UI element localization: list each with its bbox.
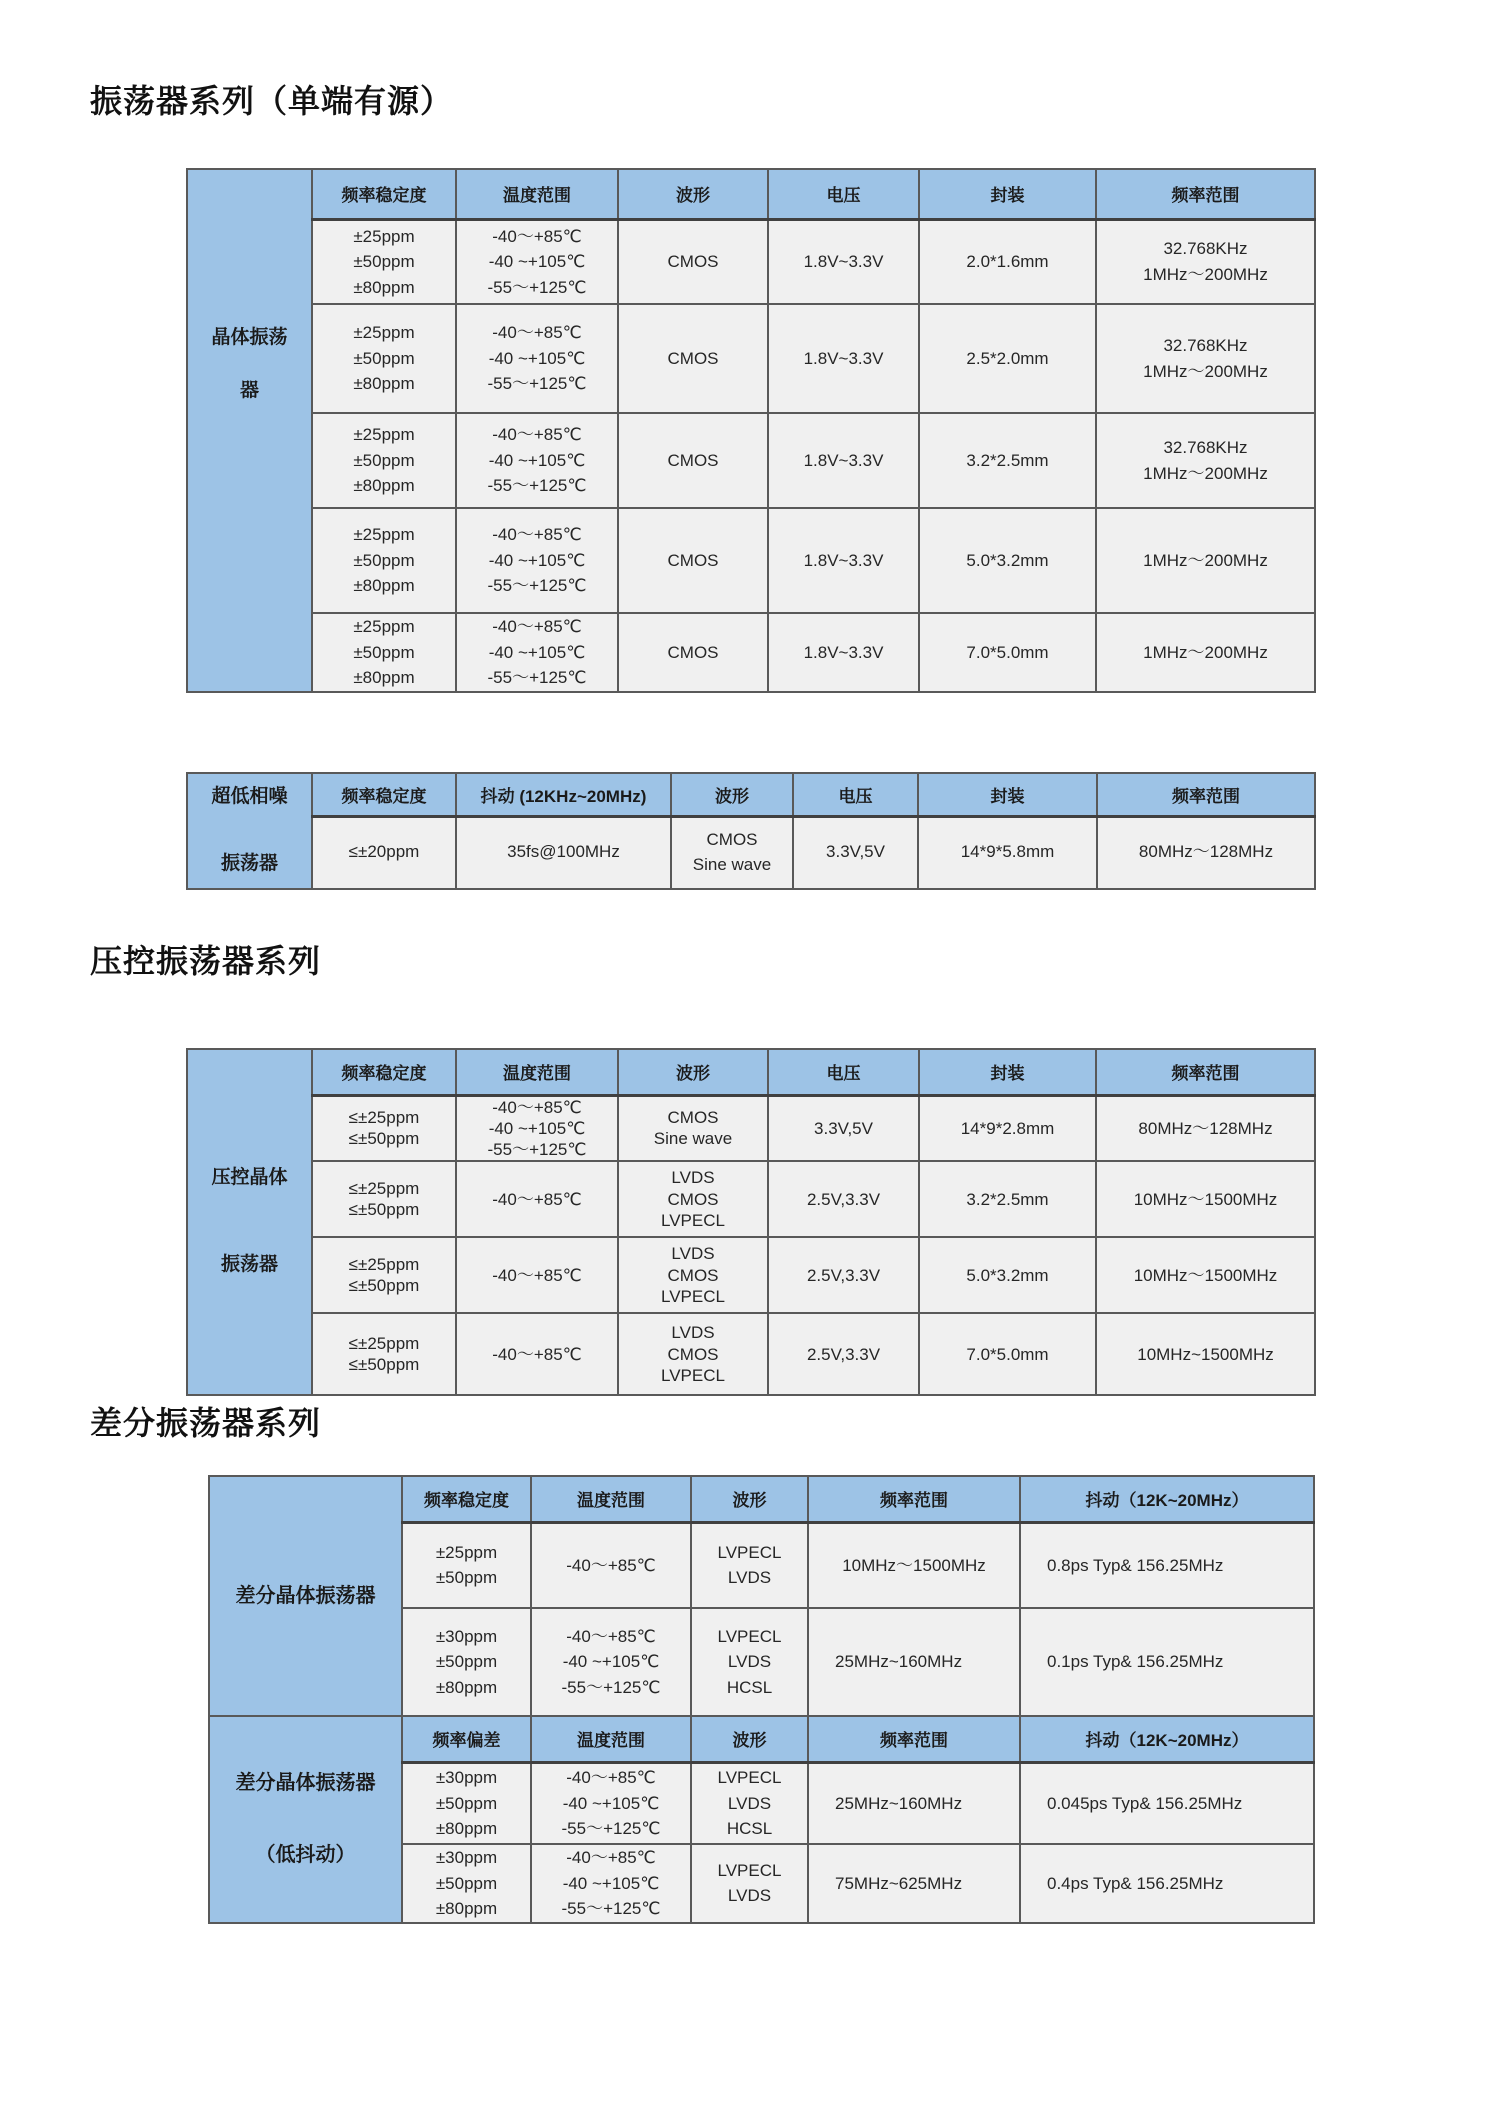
table-cell [1096, 219, 1315, 304]
cell-line: 10MHz～1500MHz [1133, 1189, 1278, 1209]
column-header: 频率偏差 [402, 1716, 531, 1762]
row-group-label [209, 1476, 402, 1716]
cell-line: 0.045ps Typ& 156.25MHz [1047, 1793, 1243, 1813]
cell-line: 75MHz~625MHz [835, 1873, 963, 1893]
table-cell [793, 816, 918, 889]
cell-line: -55～+125℃ [561, 1899, 661, 1918]
row-group-label-line: 差分晶体振荡器 [235, 1772, 376, 1795]
table-cell [312, 508, 456, 613]
cell-line: -40 ~+105℃ [488, 1118, 586, 1138]
cell-line: -40 ~+105℃ [488, 450, 586, 470]
cell-line: -40 ~+105℃ [488, 252, 586, 271]
table-cell [919, 613, 1096, 692]
column-header: 封装 [919, 1049, 1096, 1095]
table-cell [456, 816, 671, 889]
table-cell [456, 1313, 618, 1395]
cell-line: 5.0*3.2mm [966, 1265, 1049, 1285]
cell-line: LVPECL [717, 1626, 782, 1646]
cell-line: ≤±25ppm [348, 1179, 420, 1198]
table-cell [768, 1095, 919, 1161]
column-header: 波形 [618, 1049, 768, 1095]
table-cell [456, 508, 618, 613]
cell-line: 1.8V~3.3V [803, 642, 884, 662]
table-cell [768, 1313, 919, 1395]
cell-line: -40 ~+105℃ [488, 348, 586, 368]
table-cell [618, 1313, 768, 1395]
cell-line: LVDS [671, 1244, 715, 1264]
cell-line: -40 ~+105℃ [562, 1873, 660, 1893]
cell-line: ±25ppm [353, 425, 415, 445]
cell-line: ≤±50ppm [348, 1129, 420, 1149]
column-header: 抖动 (12KHz~20MHz) [456, 773, 671, 816]
cell-line: 1MHz～200MHz [1143, 642, 1268, 662]
cell-line: 80MHz～128MHz [1138, 842, 1274, 862]
table-row [187, 508, 1315, 613]
cell-line: 0.4ps Typ& 156.25MHz [1047, 1873, 1224, 1893]
cell-line: LVPECL [661, 1365, 725, 1385]
table-row [187, 1095, 1315, 1161]
cell-line: 3.3V,5V [826, 842, 885, 862]
cell-line: ±80ppm [353, 476, 415, 496]
cell-line: -55～+125℃ [487, 1140, 587, 1159]
cell-line: ±25ppm [353, 617, 415, 636]
cell-line: -40～+85℃ [492, 1265, 582, 1285]
table-cell [312, 1095, 456, 1161]
table-cell [691, 1608, 808, 1716]
cell-line: ±80ppm [353, 374, 415, 394]
table-cell [312, 219, 456, 304]
column-header: 频率稳定度 [312, 773, 456, 816]
table-cell [691, 1762, 808, 1844]
column-header: 抖动（12K~20MHz） [1020, 1476, 1314, 1522]
cell-line: ±50ppm [353, 348, 415, 368]
cell-line: CMOS [667, 550, 719, 570]
column-header: 波形 [691, 1476, 808, 1522]
cell-line: HCSL [726, 1819, 773, 1838]
cell-line: LVDS [671, 1168, 715, 1188]
cell-line: 1MHz～200MHz [1143, 361, 1268, 381]
column-header: 频率范围 [808, 1476, 1020, 1522]
cell-line: 7.0*5.0mm [966, 1344, 1049, 1364]
spec-table-ultra-low-phase-noise [186, 772, 1316, 890]
table-row [187, 1161, 1315, 1237]
table-cell [919, 1313, 1096, 1395]
column-header: 频率范围 [1096, 169, 1315, 219]
column-header: 电压 [768, 1049, 919, 1095]
table-row [187, 1313, 1315, 1395]
cell-line: ±25ppm [353, 525, 415, 545]
row-group-label-line: 压控晶体 [211, 1167, 288, 1189]
row-group-label [209, 1716, 402, 1923]
table-row [187, 1237, 1315, 1313]
table-cell [312, 1161, 456, 1237]
table-cell [456, 219, 618, 304]
column-header: 频率范围 [808, 1716, 1020, 1762]
table-cell [919, 413, 1096, 508]
table-cell [919, 219, 1096, 304]
cell-line: 10MHz～1500MHz [842, 1555, 986, 1575]
table-cell [1096, 1161, 1315, 1237]
table-cell [1096, 508, 1315, 613]
cell-line: -40～+85℃ [492, 525, 582, 545]
table-cell [691, 1522, 808, 1608]
table-cell [456, 1237, 618, 1313]
cell-line: 32.768KHz [1163, 336, 1248, 355]
cell-line: -55～+125℃ [487, 374, 587, 394]
cell-line: CMOS [667, 348, 719, 368]
cell-line: -40～+85℃ [492, 1189, 582, 1209]
cell-line: CMOS [706, 830, 758, 850]
cell-line: 1MHz～200MHz [1143, 463, 1268, 483]
cell-line: LVDS [727, 1886, 772, 1906]
cell-line: -40～+85℃ [566, 1768, 656, 1787]
cell-line: -40～+85℃ [566, 1555, 656, 1575]
table-cell [1020, 1844, 1314, 1923]
cell-line: 3.3V,5V [814, 1118, 873, 1138]
cell-line: LVPECL [717, 1860, 782, 1880]
table-cell [531, 1608, 691, 1716]
cell-line: 2.0*1.6mm [966, 252, 1049, 271]
cell-line: ≤±25ppm [348, 1334, 420, 1353]
section-title-oscillator: 振荡器系列（单端有源） [90, 83, 454, 119]
cell-line: CMOS [667, 1344, 719, 1364]
table-cell [1020, 1608, 1314, 1716]
cell-line: -55～+125℃ [487, 576, 587, 596]
row-group-label-line: 差分晶体振荡器 [235, 1585, 376, 1607]
cell-line: -40～+85℃ [566, 1626, 656, 1646]
column-header: 温度范围 [456, 169, 618, 219]
cell-line: ±80ppm [435, 1899, 498, 1918]
column-header: 电压 [768, 169, 919, 219]
table-cell [768, 1237, 919, 1313]
cell-line: LVDS [671, 1323, 715, 1343]
column-header: 波形 [691, 1716, 808, 1762]
cell-line: -40～+85℃ [492, 1344, 582, 1364]
cell-line: 3.2*2.5mm [966, 1189, 1049, 1209]
cell-line: CMOS [667, 642, 719, 662]
cell-line: -40 ~+105℃ [562, 1652, 660, 1672]
table-cell [618, 613, 768, 692]
column-header: 温度范围 [456, 1049, 618, 1095]
row-group-label-line: 晶体振荡 [211, 327, 288, 349]
spec-table-differential-a [208, 1475, 1315, 1717]
table-cell [618, 1161, 768, 1237]
cell-line: LVPECL [717, 1768, 782, 1787]
cell-line: -40～+85℃ [492, 1097, 582, 1117]
cell-line: 10MHz~1500MHz [1137, 1344, 1274, 1364]
table-cell [1096, 413, 1315, 508]
column-header: 抖动（12K~20MHz） [1020, 1716, 1314, 1762]
cell-line: 1MHz～200MHz [1143, 264, 1268, 284]
table-cell [808, 1522, 1020, 1608]
table-cell [312, 304, 456, 413]
row-group-label-line: 器 [239, 380, 259, 402]
table-cell [312, 613, 456, 692]
table-cell [808, 1844, 1020, 1923]
table-cell [918, 816, 1097, 889]
table-cell [1096, 304, 1315, 413]
cell-line: -40～+85℃ [492, 425, 582, 445]
cell-line: LVPECL [661, 1286, 725, 1306]
column-header: 温度范围 [531, 1476, 691, 1522]
column-header: 频率稳定度 [402, 1476, 531, 1522]
cell-line: 2.5V,3.3V [806, 1265, 881, 1285]
table-cell [768, 1161, 919, 1237]
spec-table-vcxo [186, 1048, 1316, 1396]
cell-line: CMOS [667, 252, 719, 271]
cell-line: ±80ppm [353, 576, 415, 596]
cell-line: -40 ~+105℃ [488, 642, 586, 662]
cell-line: -40 ~+105℃ [488, 550, 586, 570]
column-header: 封装 [919, 169, 1096, 219]
column-header: 波形 [671, 773, 793, 816]
cell-line: CMOS [667, 1189, 719, 1209]
table-cell [531, 1762, 691, 1844]
cell-line: 5.0*3.2mm [966, 550, 1049, 570]
cell-line: -40～+85℃ [566, 1848, 656, 1867]
table-cell [456, 304, 618, 413]
cell-line: 2.5*2.0mm [966, 348, 1049, 368]
table-cell [402, 1844, 531, 1923]
table-cell [1020, 1522, 1314, 1608]
cell-line: -55～+125℃ [487, 476, 587, 496]
table-cell [919, 1095, 1096, 1161]
cell-line: ≤±20ppm [348, 842, 420, 862]
cell-line: ±50ppm [353, 252, 415, 271]
cell-line: 25MHz~160MHz [835, 1793, 963, 1813]
cell-line: -40 ~+105℃ [562, 1793, 660, 1813]
cell-line: 0.8ps Typ& 156.25MHz [1047, 1555, 1224, 1575]
table-cell [618, 1237, 768, 1313]
table-cell [768, 304, 919, 413]
table-cell [618, 508, 768, 613]
row-group-label-line: 振荡器 [220, 853, 278, 875]
cell-line: 7.0*5.0mm [966, 642, 1049, 662]
cell-line: LVDS [727, 1652, 772, 1672]
table-cell [919, 1161, 1096, 1237]
cell-line: 1.8V~3.3V [803, 450, 884, 470]
cell-line: 0.1ps Typ& 156.25MHz [1047, 1652, 1224, 1672]
cell-line: ±50ppm [353, 550, 415, 570]
cell-line: -40～+85℃ [492, 226, 582, 246]
cell-line: ±30ppm [435, 1768, 498, 1787]
cell-line: ±80ppm [353, 277, 415, 297]
table-cell [456, 613, 618, 692]
table-cell [919, 508, 1096, 613]
cell-line: -40～+85℃ [492, 323, 582, 343]
table-cell [768, 219, 919, 304]
table-cell [402, 1762, 531, 1844]
cell-line: CMOS [667, 450, 719, 470]
spec-table-differential-b [208, 1715, 1315, 1924]
column-header: 频率范围 [1097, 773, 1315, 816]
table-cell [618, 1095, 768, 1161]
cell-line: 2.5V,3.3V [806, 1189, 881, 1209]
table-cell [1096, 1313, 1315, 1395]
table-cell [808, 1608, 1020, 1716]
cell-line: 80MHz～128MHz [1138, 1118, 1273, 1138]
cell-line: ±50ppm [353, 450, 415, 470]
cell-line: 10MHz～1500MHz [1133, 1265, 1278, 1285]
cell-line: ≤±25ppm [348, 1108, 420, 1128]
cell-line: HCSL [726, 1677, 773, 1697]
table-cell [1097, 816, 1315, 889]
cell-line: ±25ppm [353, 323, 415, 343]
column-header: 频率范围 [1096, 1049, 1315, 1095]
cell-line: 25MHz~160MHz [835, 1652, 963, 1672]
cell-line: ±25ppm [353, 226, 415, 246]
table-cell [456, 1161, 618, 1237]
cell-line: ±50ppm [435, 1793, 498, 1813]
row-group-label-line: （低抖动） [255, 1844, 356, 1867]
table-cell [312, 413, 456, 508]
cell-line: -55～+125℃ [561, 1677, 661, 1697]
cell-line: ≤±50ppm [348, 1276, 420, 1296]
cell-line: ±50ppm [435, 1568, 498, 1588]
table-cell [1096, 613, 1315, 692]
row-group-label [187, 169, 312, 692]
cell-line: ±25ppm [435, 1542, 498, 1562]
cell-line: LVDS [727, 1568, 772, 1588]
table-cell [402, 1608, 531, 1716]
cell-line: LVPECL [717, 1542, 782, 1562]
table-cell [531, 1522, 691, 1608]
table-row [187, 304, 1315, 413]
cell-line: ≤±25ppm [348, 1255, 420, 1274]
cell-line: -55～+125℃ [561, 1819, 661, 1838]
cell-line: 1.8V~3.3V [803, 348, 884, 368]
table-cell [1096, 1237, 1315, 1313]
row-group-label [187, 1049, 312, 1395]
table-cell [919, 1237, 1096, 1313]
cell-line: ±30ppm [435, 1626, 498, 1646]
table-row [187, 219, 1315, 304]
cell-line: LVPECL [661, 1210, 725, 1230]
table-cell [768, 413, 919, 508]
cell-line: 3.2*2.5mm [966, 450, 1049, 470]
table-cell [618, 413, 768, 508]
table-cell [768, 613, 919, 692]
column-header: 电压 [793, 773, 918, 816]
table-cell [1020, 1762, 1314, 1844]
cell-line: 1MHz～200MHz [1143, 550, 1268, 570]
cell-line: Sine wave [692, 854, 772, 874]
table-cell [618, 304, 768, 413]
table-cell [808, 1762, 1020, 1844]
table-cell [312, 1237, 456, 1313]
cell-line: ±50ppm [435, 1873, 498, 1893]
cell-line: -55～+125℃ [487, 668, 587, 687]
cell-line: ±30ppm [435, 1848, 498, 1867]
column-header: 温度范围 [531, 1716, 691, 1762]
cell-line: ≤±50ppm [348, 1355, 420, 1375]
table-cell [402, 1522, 531, 1608]
cell-line: 14*9*2.8mm [960, 1118, 1055, 1138]
table-cell [919, 304, 1096, 413]
spec-table-crystal-oscillator [186, 168, 1316, 693]
table-cell [456, 413, 618, 508]
row-group-label-line: 振荡器 [220, 1254, 278, 1276]
cell-line: LVDS [727, 1793, 772, 1813]
section-title-vco: 压控振荡器系列 [90, 943, 322, 979]
table-cell [618, 219, 768, 304]
table-cell [768, 508, 919, 613]
section-title-differential: 差分振荡器系列 [90, 1405, 322, 1441]
column-header: 频率稳定度 [312, 169, 456, 219]
cell-line: 32.768KHz [1163, 438, 1248, 457]
cell-line: 1.8V~3.3V [803, 550, 884, 570]
cell-line: ≤±50ppm [348, 1200, 420, 1220]
table-cell [531, 1844, 691, 1923]
cell-line: ±80ppm [435, 1677, 498, 1697]
cell-line: ±50ppm [353, 642, 415, 662]
table-cell [671, 816, 793, 889]
cell-line: ±80ppm [435, 1819, 498, 1838]
cell-line: ±50ppm [435, 1652, 498, 1672]
cell-line: -40～+85℃ [492, 617, 582, 636]
cell-line: 1.8V~3.3V [803, 252, 884, 271]
cell-line: ±80ppm [353, 668, 415, 687]
column-header: 波形 [618, 169, 768, 219]
column-header: 封装 [918, 773, 1097, 816]
table-cell [1096, 1095, 1315, 1161]
cell-line: CMOS [667, 1108, 719, 1128]
cell-line: CMOS [667, 1265, 719, 1285]
row-group-label-line: 超低相噪 [211, 786, 288, 807]
table-row [187, 413, 1315, 508]
cell-line: Sine wave [653, 1129, 733, 1149]
table-row [187, 816, 1315, 889]
table-cell [456, 1095, 618, 1161]
cell-line: 35fs@100MHz [507, 842, 620, 862]
table-cell [691, 1844, 808, 1923]
cell-line: -55～+125℃ [487, 277, 587, 297]
cell-line: 2.5V,3.3V [806, 1344, 881, 1364]
table-row [187, 613, 1315, 692]
table-cell [312, 816, 456, 889]
cell-line: 14*9*5.8mm [960, 842, 1055, 862]
column-header: 频率稳定度 [312, 1049, 456, 1095]
row-group-label [187, 773, 312, 889]
table-cell [312, 1313, 456, 1395]
cell-line: 32.768KHz [1163, 239, 1248, 259]
